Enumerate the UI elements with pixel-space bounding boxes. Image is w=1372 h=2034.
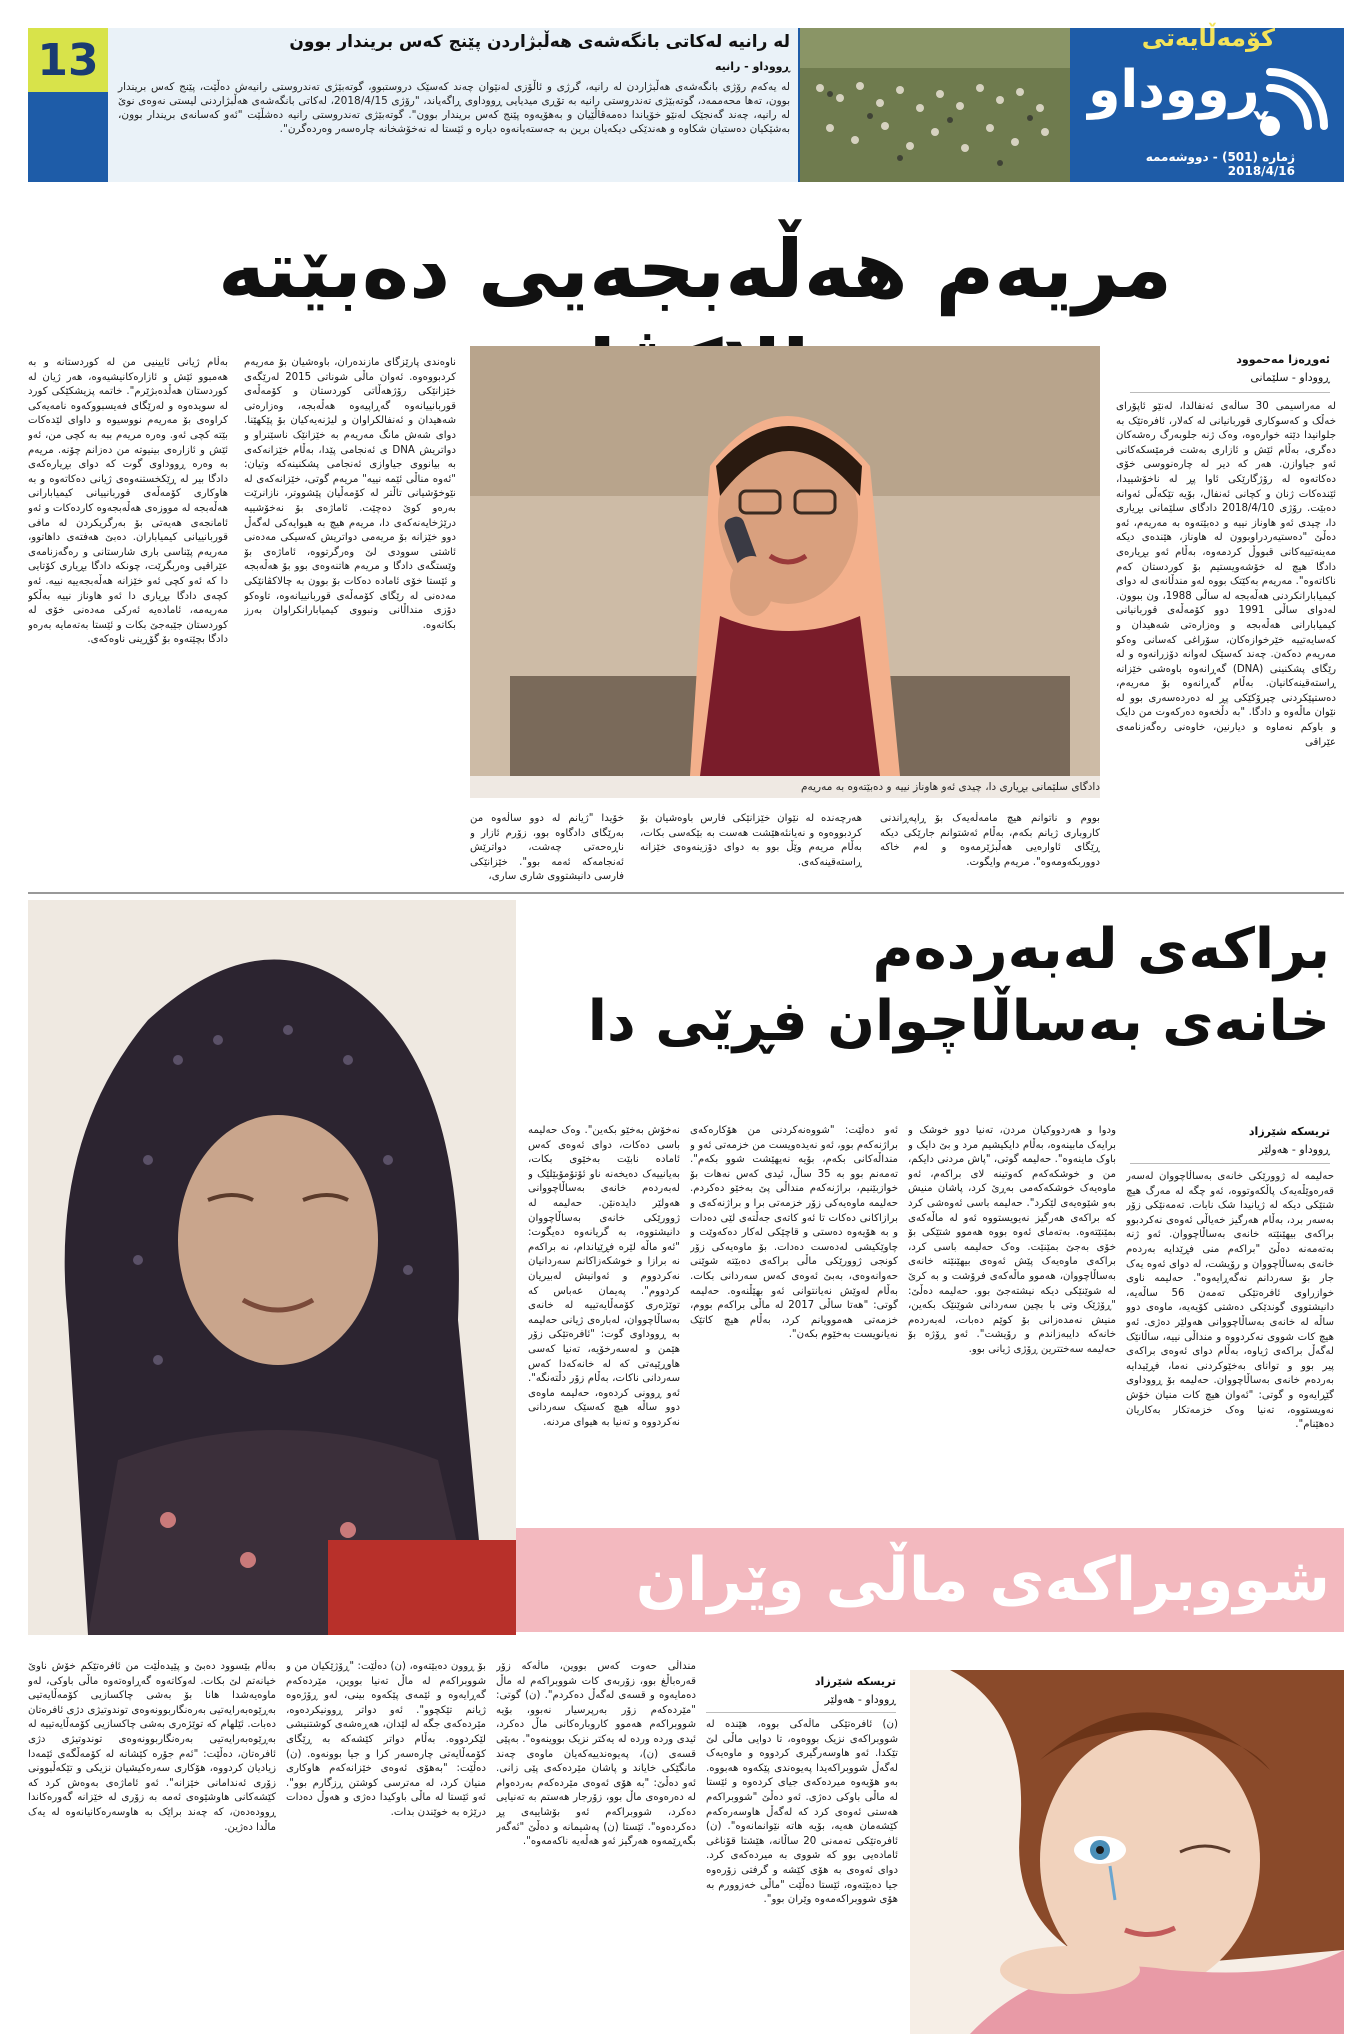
article1-headline: مریەم هەڵەبجەیی دەبێتە — [217, 223, 1173, 316]
news-brief-dateline: ڕووداو - رانیە — [714, 60, 790, 73]
section-divider — [28, 892, 1344, 894]
article2-headline-line-2: خانەی بەساڵاچوان فڕێی دا — [587, 989, 1330, 1054]
newspaper-logo-text: ڕووداو — [1088, 60, 1265, 120]
article1-photo-caption: دادگای سلێمانی بڕیاری دا، چیدی ئەو هاوناز نییە و دەبێتەوە بە مەریەم — [470, 776, 1100, 798]
page-number: 13 — [28, 28, 108, 92]
article3-column-3: بۆ ڕوون دەبێتەوە، (ن) دەڵێت: "ڕۆژێکیان من و شووبراکەم لە ماڵ تەنیا بووین، مێردەکەم گەڕایەوە و ئێمەی پێکەوە بینی، لەو ڕۆژەوە ژیانم تێکچوو". ئەو دواتر ڕوونیکردەوە، مێردەکەی جگە لە لێدان، هەڕەشەی کوشتنیشی لێکردووە. بەڵام دواتر کێشەکە بە ڕێگای کۆمەڵایەتی چارەسەر کرا و جیا بوونەوە. (ن) دەڵێت: "بەهۆی ئەوەی خێزانەکەم هاوکاری منیان کرد، لە مەترسی کوشتن ڕزگارم بوو". ئەو ئێستا لە ماڵی باوکیدا دەژی و هەوڵ دەدات درێژە بە خوێندن بدات. — [286, 1661, 486, 1818]
section-label: کۆمەڵایەتی — [1141, 24, 1275, 52]
article2-column-4: نەخۆش بەخێو بکەین". وەک حەلیمە باسی دەکات، دوای ئەوەی کەس ئامادە نابێت بەخێوی بکات، بەیانییەک دەیخەنە ناو ئۆتۆمۆبێلێک و لەبەردەم خانەی بەساڵاچووانی هەولێر دایدەنێن. حەلیمە لە ژوورێکی خانەی بەساڵاچووان دانیشتووە، بە گریانەوە دەیگوت: "ئەو ماڵە لێرە فڕێیاندام، نە براکەم نە برازا و خوشکەزاکانم سەردانیان نەکردووم و ئەوانیش لەبیریان کردووم". پەیمان عەباس کە توێژەری کۆمەڵایەتییە لە خانەی بەساڵاچووان، لەبارەی ژیانی حەلیمە بە ڕووداوی گوت: "ئافرەتێکی زۆر هێمن و لەسەرخۆیە، تەنیا کەسی هاوڕێیەتی کە لە خانەکەدا کەس سەردانی ناکات، بەڵام زۆر دڵتەنگە". ئەو ڕوونی کردەوە، حەلیمە ماوەی دوو ساڵە هیچ کەسێک سەردانی نەکردووە و تەنیا بە هیوای مردنە. — [528, 1125, 680, 1428]
article3-column-1: (ن) ئافرەتێکی ماڵەکی بووە، هێندە لە شووبراکەی نزیک بووەوە، تا دوایی ماڵی لێ تێکدا. ئەو هاوسەرگیری کردووە و ماوەیەک لەگەڵ شووبراکەیدا پەیوەندی پێکەوە هەبووە. بەو هۆیەوە میردەکەی جیای کردەوە و ئێستا لە ماڵی باوکی دەژی. ئەو دەڵێ "شووبراکەم هەستی ئەوەی کرد کە لەگەڵ هاوسەرەکەم کێشەمان هەیە، بۆیە هاتە نێوانمانەوە". (ن) ئافرەتێکی تەمەنی 20 ساڵانە، هێشتا قۆناغی ئامادەیی بوو کە شووی بە میردەکەی کرد. دوای ئەوەی بە هۆی کێشە و گرفتی زۆرەوە جیا دەبێتەوە، ئێستا دەڵێت "ماڵی خەزوورم بە هۆی شووبراکەمەوە وێران بوو". — [706, 1719, 898, 1906]
article2-headline — [560, 914, 1330, 1058]
article3-illustration-crying-woman — [910, 1670, 1344, 2034]
article3-column-2: منداڵی حەوت کەس بووین، ماڵەکە زۆر قەرەباڵغ بوو، زۆربەی کات شووبراکەم لە ماڵ دەمایەوە و قسەی لەگەڵ دەکردم". (ن) گوتی: "مێردەکەم زۆر بەرپرسیار نەبوو، بۆیە شووبراکەم هەموو کاروبارەکانی ماڵ دەکرد، ئیدی ورده ورده لە یەکتر نزیک بووینەوە". بەپێی قسەی (ن)، پەیوەندییەکەیان ماوەی چەند مانگێکی خایاند و پاشان مێردەکەی پێی زانی. ئەو دەڵێ: "بە هۆی ئەوەی مێردەکەم بەردەوام لە دەرەوەی ماڵ بوو، زۆرجار هەستم بە تەنیایی دەکرد، شووبراکەم ئەو بۆشاییەی پڕ دەکردەوە". ئێستا (ن) پەشیمانە و دەڵێ "ئەگەر بگەڕێمەوە هەرگیز ئەو هەڵەیە ناکەمەوە". — [496, 1661, 696, 1848]
news-brief-body: لە یەکەم رۆژی بانگەشەی هەڵبژاردن لە رانیە، گرژی و ئاڵۆزی لەنێوان چەند کەسێک دروستبوو، گوتەبێژی تەندروستی رانیەش دەڵێت، پێنج کەس بریندار بوون، تەها محەممەد، گوتەبێژی تەندروستی رانیە بە تۆڕی میدیایی ڕووداوی ڕاگەیاند، "رۆژی 2018/4/15، لەکاتی بانگەشەی هەڵبژاردنی لیستی نەوەی نوێ لە رانیە، چەند گەنجێک لەنێو خۆیاندا دەمەقاڵێیان و بەهۆیەوە پێنج کەس بریندار بوون". گوتەبێژی تەندروستی رانیە دەشڵێت "ئەو کەسانەی بریندار بوون، بەشێکیان دەستیان شکاوە و هەندێکی دیکەیان برین بە جەستەیانەوە دیارە و ئێستا لە نەخۆشخانە چارەسەر وەردەگرن". — [118, 81, 790, 135]
article2-headline-line-1: براکەی لەبەردەم — [872, 917, 1330, 982]
article2-photo-elderly-woman — [28, 900, 516, 1635]
article2-byline-role: ڕووداو - هەولێر — [1258, 1143, 1330, 1156]
article1-byline-rule — [1130, 392, 1330, 393]
article1-photo-woman-on-phone — [470, 346, 1100, 776]
article1-column-2: بووم و ناتوانم هیچ مامەڵەیەک بۆ ڕاپەڕاندنی کاروباری ژیانم بکەم، بەڵام ئەشتوانم جارێکی دیکە ڕێگای ئاوارەیی هەڵبژێرمەوە و لەم خاکە دووربکەومەوە". مریەم وایگوت. — [880, 813, 1100, 868]
article1-byline-role: ڕووداو - سلێمانی — [1250, 371, 1330, 384]
news-brief-headline: لە رانیە لەکاتی بانگەشەی هەڵبژاردن پێنج کەس بریندار بوون — [289, 32, 790, 52]
issue-info: ژمارە (501) - دووشەممە 2018/4/16 — [1145, 150, 1295, 178]
article2-column-2: ودوا و هەردووکیان مردن، تەنیا دوو خوشک و برایەک مابینەوە، بەڵام دایکیشیم مرد و بێ دایک و باوک ماینەوە". حەلیمە گوتی، "پاش مردنی دایکم، من و خوشکەکەم کەوتینە لای براکەم، ئەو ماوەیەک خوشکەکەمی بەڕێ کرد، پاشان منیش بەو شێوەیەی لێکرد". حەلیمە باسی ئەوەشی کرد کە براکەی هەرگیز نەیویستووە ئەو لە ماڵەکەی بمێنێتەوە. بەتەمای ئەوە بووە هەموو شتێکی بۆ خۆی بەجێ بمێنێت. وەک حەلیمە باسی کرد، براکەی ماوەیەک پێش ئەوەی بیهێنێتە خانەی بەساڵاچووان، هەموو ماڵەکەی فرۆشت و بە کرێ لە شوێنێکی دیکە نیشتەجێ بوو. حەلیمە دەڵێ: "ڕۆژێک وتی با بچین سەردانی شوێنێک بکەین، منیش نەمدەزانی بۆ کوێم دەبات، لەبەردەم خانەکە دایبەزاندم و رۆیشت". ئەو ڕۆژە بۆ حەلیمە سەختترین ڕۆژی ژیانی بوو. — [908, 1125, 1116, 1355]
article3-byline-name: تریسکە شێرزاد — [814, 1675, 896, 1688]
article2-byline-rule — [1130, 1163, 1330, 1164]
article3-headline: شووبراکەی ماڵی وێران — [635, 1545, 1330, 1615]
article2-column-3: ئەو دەڵێت: "شووەنەکردنی من هۆکارەکەی براژنەکەم بوو، ئەو نەیدەویست من خزمەتی ئەو و منداڵەکانی بکەم، بۆیە نەیهێشت شوو بکەم". تەمەنم بوو بە 35 ساڵ، ئیدی کەس نەهات بۆ خوازبێنیم، براژنەکەم منداڵی پێ بەخێو دەکردم. حەلیمە ماوەیەکی زۆر خزمەتی برا و براژنەکەی و برازاکانی دەکات تا ئەو کاتەی جەڵتەی لێی دەدات و بە هۆیەوە دەستی و قاچێکی لەکار دەکەوێت و چاوێکیشی لەدەست دەدات. بۆ ماوەیەکی زۆر کونجی ژوورێکی ماڵی براکەی دەبێتە شوێنی حەوانەوەی، بەبێ ئەوەی کەس سەردانی بکات. بەڵام لەوێش نەیانتوانی ئەو بهێڵنەوە. حەلیمە گوتی: "هەتا ساڵی 2017 لە ماڵی براکەم بووم، خزمەتی هەموویانم کرد، بەڵام هیچ کاتێک نەیانویست بەخێوم بکەن". — [690, 1125, 898, 1341]
article2-column-1: حەلیمە لە ژوورێکی خانەی بەساڵاچووان لەسەر قەرەوێڵەیەک پاڵکەوتووە، ئەو چگە لە مەرگ هیچ شتێکی دیکە لە ژیانیدا شک نابات. تەمەنێکی زۆر بەسەر برد، بەڵام هەرگیز خەیاڵی ئەوەی نەکردبوو براکەی بیهێنێتە خانەی بەساڵاچووان. ئەو ژنە بەتەمەنە دەڵێ "براکەم منی فڕێدایە بەردەم خانەی بەساڵاچووان و رۆیشت، لە دوای ئەوە یەک جار بۆ سەردانم نەگەڕایەوە". حەلیمە ناوی خوازراوی ئافرەتێکی تەمەن 56 ساڵەیە، دانیشتووی گوندێکی دەشتی کۆیەیە، ماوەی دوو ساڵە لە خانەی بەساڵاچووانی هەولێر دەژی. ئەو هیچ کات شووی نەکردووە و منداڵی نییە، ساڵانێک لەگەڵ براکەی ژیاوە، بەڵام دوای ئەوەی براکەی پیر بوو و توانای بەخێوکردنی نەما، فڕێیدایە بەردەم خانەی بەساڵاچووان. حەلیمە بۆ ڕووداوی گێڕایەوە و گوتی: "ئەوان هیچ کات منیان خۆش نەویستووە، تەنیا وەک خزمەتکار بەکاریان دەهێنام". — [1126, 1171, 1334, 1431]
article3-column-4: بەڵام بێسوود دەبێ و پێیدەڵێت من ئافرەتێکم خۆش ناوێ خیانەتم لێ بکات. لەوکاتەوە گەڕاوەتەوە ماڵی باوکی، لەو ماوەیەشدا هانا بۆ بەشی چاکسازیی کۆمەڵایەتیی بەڕێوەبەرایەتیی بەرەنگاربوونەوەی توندوتیژی دژی ئافرەتان دەبات. ئێلهام کە توێژەری بەشی چاکسازیی کۆمەڵایەتییە لە بەڕێوەبەرایەتیی بەرەنگاربوونەوەی توندوتیژی دژی ئافرەتان، دەڵێت: "ئەم جۆرە کێشانە لە کۆمەڵگەی ئێمەدا زیادیان کردووە، هۆکاری سەرەکیشیان نزیکی و تێکەڵبوونی زۆری ئەندامانی خێزانە". ئەو ئاماژەی بەوەش کرد کە کێشەکانی هاوشێوەی ئەمە بە زۆری لە خێزانە گەورەکاندا ڕوودەدەن، کە چەند براێک بە هاوسەرەکانیانەوە لە یەک ماڵدا دەژین. — [28, 1661, 276, 1833]
article1-column-1: لە مەراسیمی 30 ساڵەی ئەنفالدا، لەنێو ئاپۆرای خەڵک و کەسوکاری قوربانیانی لە کەلار، ئافرەتێک بە جلوانیدا دێتە خوارەوە، وەک ژنە جلوبەرگ رەشەکان دەگری، بەڵام ئێش و ئازاری بەشت فرمێسکەکانی ئەو جیاوازن. هەر کە دیر لە چارەنووسی خۆی دەکاتەوە لە رۆژگارێکی ئاوا پڕ لە ناخۆشییدا، ئێندەکات ژنان و کچانی ئەنفال، بۆیە تێکەڵی ئەوانە دەبێت. رۆژی 2018/4/10 دادگای سلێمانی بڕیاری دا، چیدی ئەو هاوناز نییە و دەبێتەوە بە مەریەم، ئەو دەڵێ "دەستیەردراوبوون لە هاوناز، هێندەی دیکە مەینەتییەکانی قبووڵ کردمەوە، بەڵام ئەو بڕیارەی دادگا هیچ لە خۆشەویستیم بۆ کوردستان کەم ناکاتەوە". مەریەم بەکێتک بووە لەو مندڵانەی لە دوای کیمیابارانکردنی هەڵەبجە لە ساڵی 1988، ون ببوون. لەدوای ساڵی 1991 دوو کۆمەڵەی قوربانیانی کیمیابارانی هەڵەبجە و وەزارەتی شەهیدان و کەسایەتییە خێرخوازەکان، سۆراغی کەسانی وەکو مەریەم دەکەن. چەند کەسێک لەوانە دۆزرانەوە و لە رێگای پشکنینی (DNA) گەڕانەوە باوەشی خێزانە ڕاستەقینەکانیان. بەڵام گەڕانەوە بۆ مەریەم، دەستپێکردنی چیرۆکێکی پڕ لە دەردەسەری بوو لە نێوان ماڵەوە و دادگا. "بە دڵخەوە دەرکەوت من دایک و باوکم نەماوە و دیارنین، خاوەنی رەگەزنامەی عێراقی — [1116, 401, 1336, 748]
article1-column-3: هەرچەندە لە نێوان خێزانێکی فارس باوەشیان بۆ کردبووەوە و نەیانئەهێشت هەست بە بێکەسی بکات، بەڵام مریەم وێڵ بوو بە دوای دۆزینەوەی خێزانە ڕاستەقینەکەی. — [640, 813, 862, 868]
article1-column-6: بەڵام ژیانی ئایینیی من لە کوردستانە و بە هەمبوو ئێش و ئازارەکانیشیەوە، هەر ژیان لە کوردستان هەڵدەبژێرم". خاتمە پزیشکێکی کورد لە سویدەوە و لەرێگای فەیسبووکەوە نامەیەکی کراوەی بۆ مەریەم نووسیوە و داوای لێدەکات بێتە کچی ئەو. وەرە مریەم ببە بە کچی من، ئەو ئێش و ئازارەی بینیوتە من دەزانم چۆنە. مریەم بە وەرە ڕووداوی گوت کە دوای بڕیارەکەی دادگا بیر لە ڕێکخستنەوەی ژیانی دەکاتەوە و بە هاوکاری کۆمەڵەی قوربانییانی کیمیابارانی هەڵەبجە لە مووزەی هەڵەبجەوە کاردەکات و ئەو ئامانجەی هەیەتی بۆ بەرگریکردن لە مافی قوربانییانی کیمیاباران. دەبێ هەفتەی داهاتوو، مەریەم پێناسی باری شارستانی و رەگەزنامەی عێراقیی وەربگرێت، چونکە دادگا بڕیاری کۆتایی دا کە ئەو کچی ئەو خێزانە هەڵەبجەییە نییە. ئەو کچەی دادگا بڕیاری دا ئەو هاوناز نییە بەڵکو مەریەمە، ئامادەیە ئەرکی مەدەنی خۆی لە کوردستان جێبەجێ بکات و ئێستا بەتەمایە بەرەو دادگا بچێتەوە بۆ گۆڕینی ناوەکەی. — [28, 357, 228, 646]
article2-byline-name: تریسکە شێرزاد — [1248, 1125, 1330, 1138]
crowd-photo — [800, 28, 1070, 182]
article3-byline-rule — [706, 1712, 896, 1713]
article1-byline-name: ئەوڕەزا مەحموود — [1236, 353, 1330, 366]
article3-byline-role: ڕووداو - هەولێر — [824, 1693, 896, 1706]
article1-column-4: خۆیدا "ژیانم لە دوو ساڵەوە من بەرێگای دادگاوە بوو، زۆرم ئازار و ناڕەحەتی چەشت، دواترێش ئەنجامەکە ئەمە بوو". خێزانێکی فارسی دانیشتووی شاری ساری، — [470, 813, 624, 883]
article1-column-5: ناوەندی پارێزگای مازندەران، باوەشیان بۆ مەریەم کردبووەوە. ئەوان ماڵی شوناتی 2015 لەرێگەی خێزانێکی رۆژهەڵاتی کوردستان و کۆمەڵەی قوربانییانەوە گەڕاپیەوە هەڵەبجە، وەزارەتی شەهیدان و ئەنفالکراوان و لیژنەیەکیان بۆ پێکهێنا. دوای شەش مانگ مەریەم بە خێزانێک ناسێنراو و دواتریش DNA ی ئەنجامی پێدا، بەڵام خێزانەکەی بە بیانووی جیاوازی ئەنجامی پشکنینەکە وتیان: "ئەوە مناڵی ئێمە نییە" مریەم گوتی، خێزانەکەی لە نێوخۆشیانی تاڵتر لە کۆمەڵیان پێشووتر، نازانرێت بەرەو کوێ دەچێت. ئاماژەی بۆ نەخۆشییە درێژخایەنەکەی دا، مریەم هیچ بە هیوایەکی لەگەڵ دوو خێزانە بۆ مریەمی دواتریش کەسیکی مەدەنی ئاشتی سوودی لێ وەرگرتووە، ئاماژەی بۆ وێستگەی دادگا و مریەم هاتنەوەی بوو بۆ هەڵەبجە و ئێستا خۆی ئامادە دەکات بۆ بوون بە چالاکڤانێکی مەدەنی لە رێگای کۆمەڵەی قوربانییانەوە، تاوەکو دۆزی منداڵانی ونبووی کیمیابارانکراوان بەرز بکاتەوە. — [244, 357, 456, 631]
